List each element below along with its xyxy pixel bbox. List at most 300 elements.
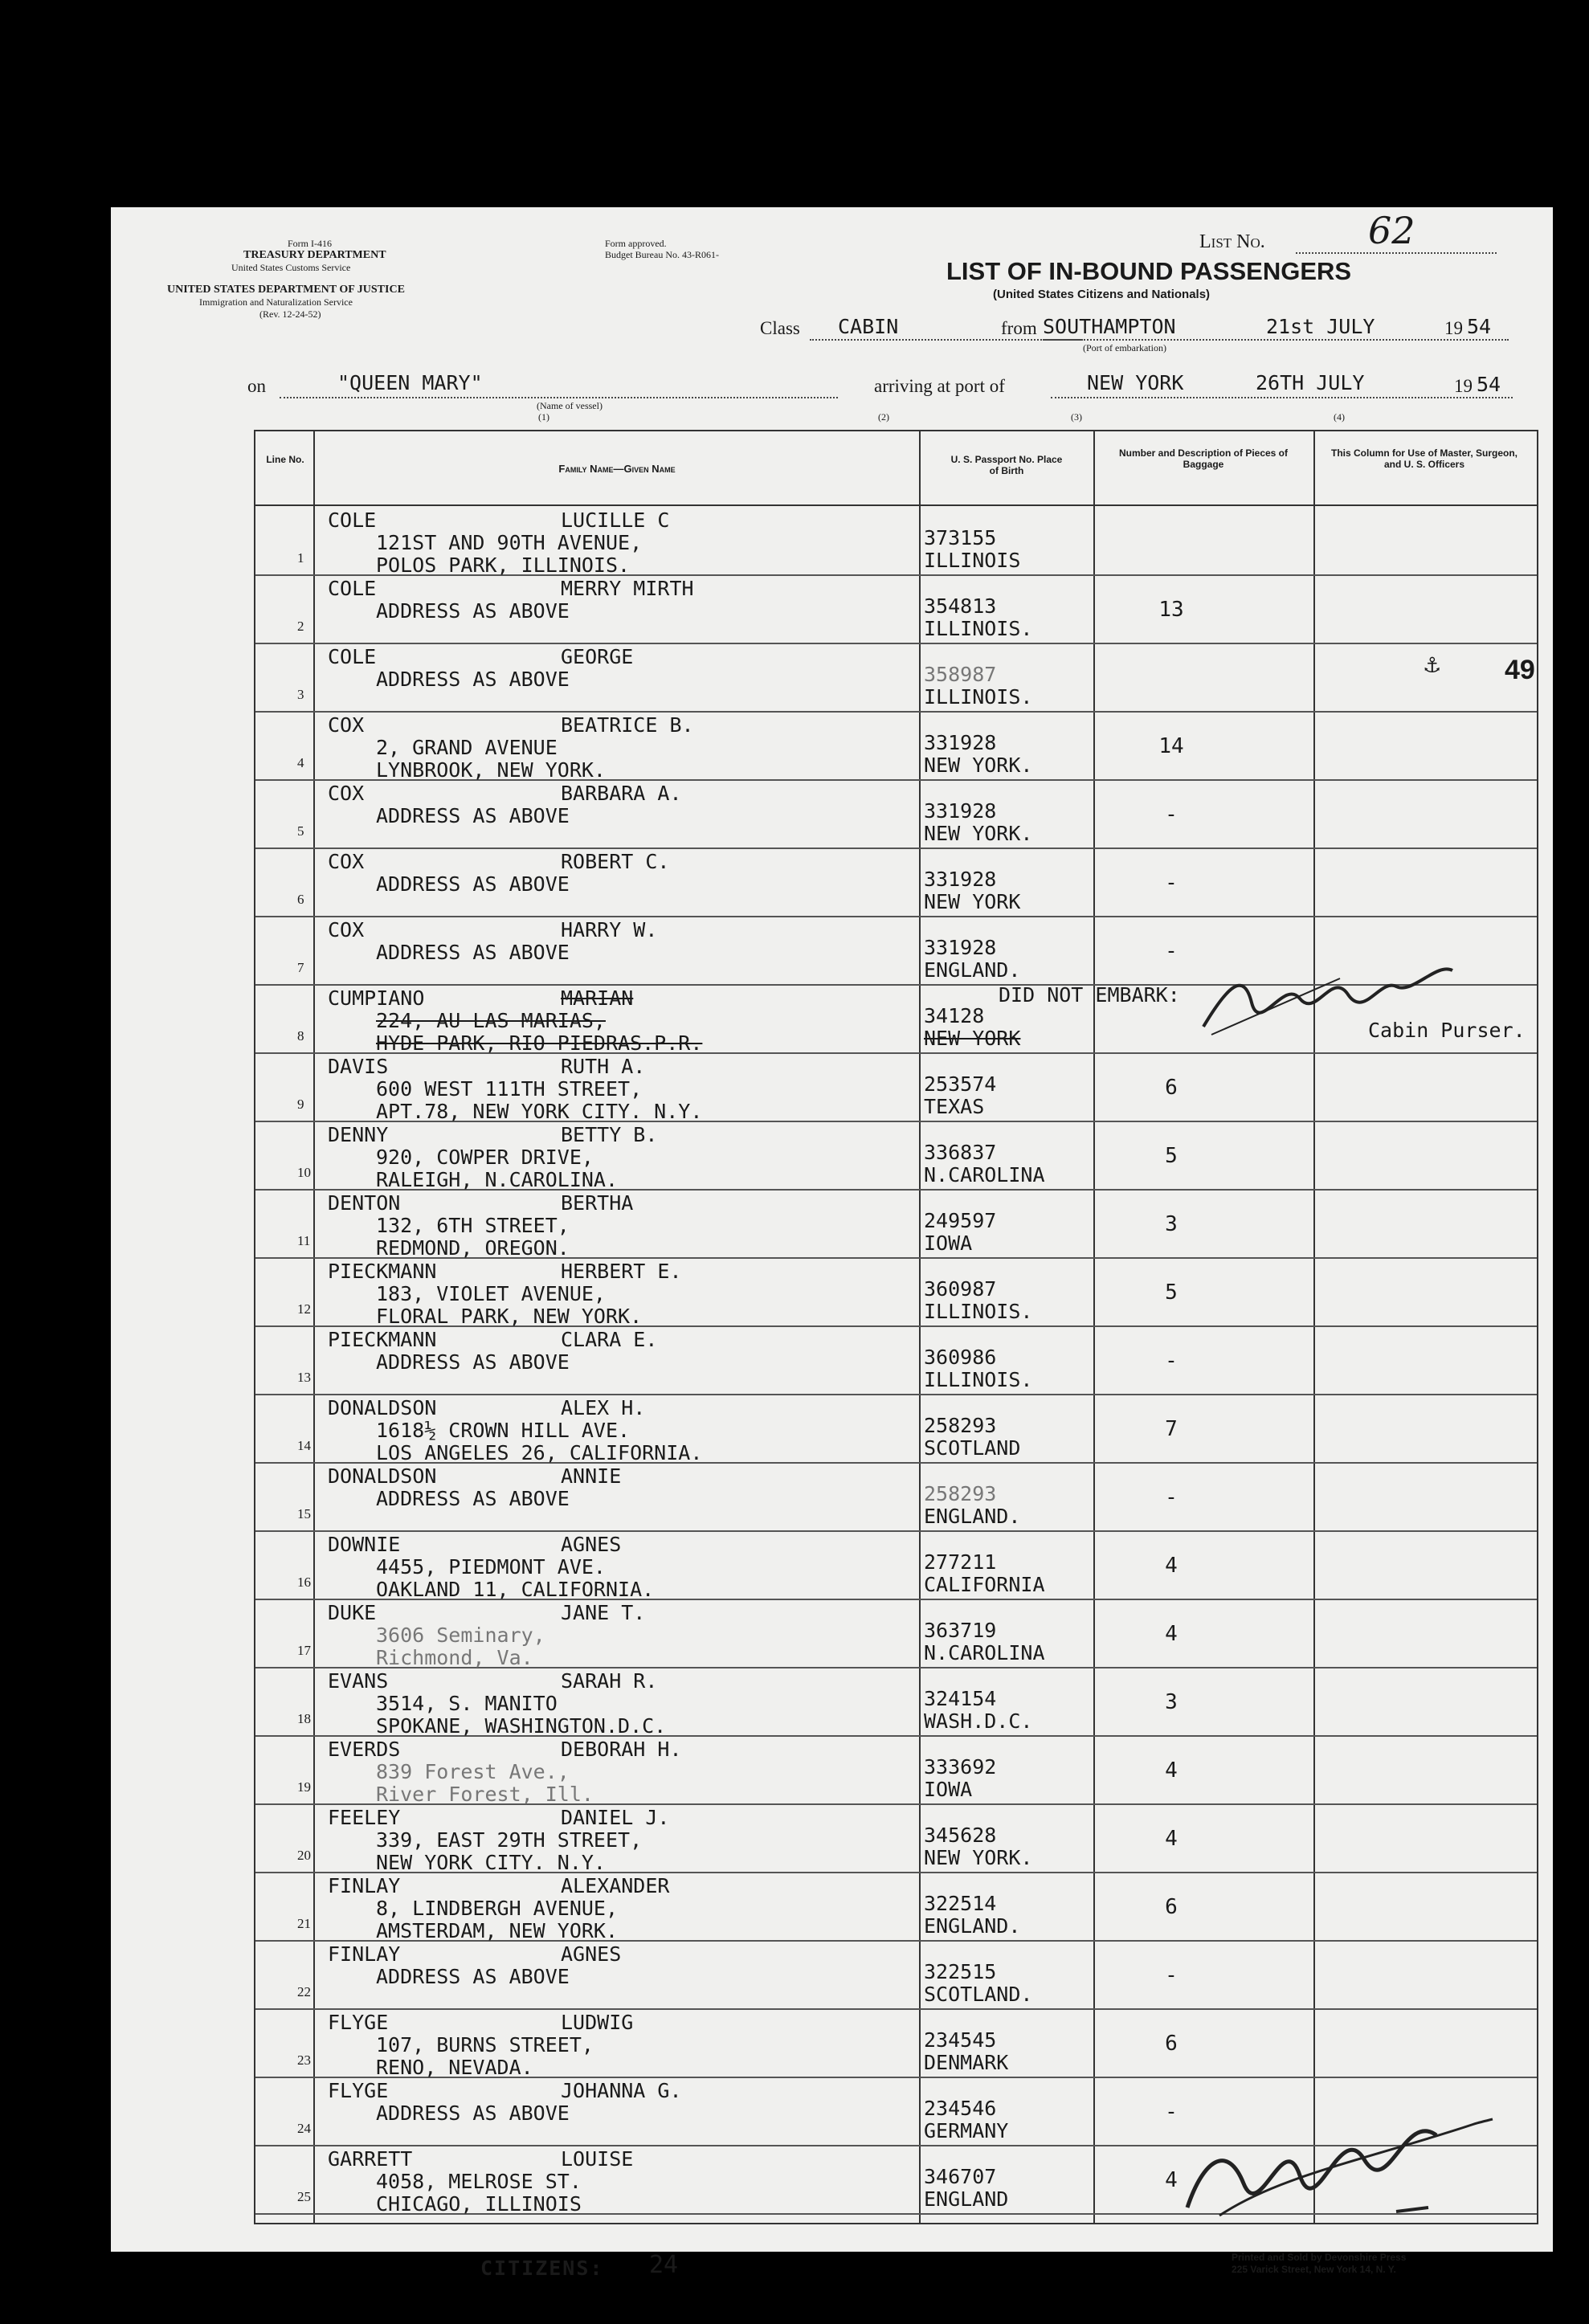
place-of-birth: ENGLAND. xyxy=(924,1914,1021,1938)
table-row xyxy=(255,1599,1537,1668)
place-of-birth: ILLINOIS xyxy=(924,549,1021,572)
table-row xyxy=(255,779,1537,849)
inspector-signature xyxy=(1171,2095,1509,2224)
baggage-count: 6 xyxy=(1165,1076,1178,1100)
from-label: from xyxy=(1001,318,1037,338)
passport-number: 324154 xyxy=(924,1687,997,1710)
family-name: EVERDS xyxy=(328,1738,401,1761)
passenger-name-cell xyxy=(328,1192,882,1260)
form-revision: (Rev. 12-24-52) xyxy=(259,308,321,320)
place-of-birth: SCOTLAND xyxy=(924,1436,1021,1460)
passenger-name-cell xyxy=(328,1738,882,1806)
class-label: Class xyxy=(760,318,800,338)
passport-number: 331928 xyxy=(924,868,997,891)
given-name: HARRY W. xyxy=(561,918,658,941)
baggage-count: - xyxy=(1165,2100,1178,2124)
given-name: ALEX H. xyxy=(561,1396,646,1419)
on-label: on xyxy=(247,376,266,396)
place-of-birth: ILLINOIS. xyxy=(924,617,1033,640)
embark-port: SOUTHAMPTON xyxy=(1043,315,1176,338)
baggage-count: 6 xyxy=(1165,1895,1178,1919)
line-number: 3 xyxy=(297,687,304,702)
address-line-1: ADDRESS AS ABOVE xyxy=(376,668,570,691)
table-row xyxy=(255,1530,1537,1600)
place-of-birth: IOWA xyxy=(924,1231,973,1255)
name-line xyxy=(328,1602,882,1624)
printer-line-2: 225 Varick Street, New York 14, N. Y. xyxy=(1232,2264,1396,2275)
passenger-name-cell xyxy=(328,2148,882,2216)
line-number: 25 xyxy=(297,2189,311,2204)
baggage-count: 3 xyxy=(1165,1212,1178,1236)
family-name: PIECKMANN xyxy=(328,1260,437,1283)
arrival-line xyxy=(1051,397,1513,398)
address-line-2: FLORAL PARK, NEW YORK. xyxy=(376,1305,643,1328)
table-row xyxy=(255,848,1537,917)
passport-number: 322514 xyxy=(924,1892,997,1915)
arrival-port: NEW YORK xyxy=(1087,371,1184,394)
family-name: DENNY xyxy=(328,1123,389,1146)
name-line xyxy=(328,1943,882,1966)
family-name: FEELEY xyxy=(328,1806,401,1829)
col-header-name: Family Name—Given Name xyxy=(558,463,676,475)
passport-number: 346707 xyxy=(924,2165,997,2188)
officer-mark: 49 xyxy=(1505,655,1535,685)
family-name: DAVIS xyxy=(328,1055,389,1078)
table-row xyxy=(255,506,1537,576)
line-number: 12 xyxy=(297,1301,311,1317)
address-line-1: 8, LINDBERGH AVENUE, xyxy=(376,1897,619,1920)
embark-date: 21st JULY xyxy=(1266,315,1375,338)
place-of-birth: NEW YORK. xyxy=(924,822,1033,845)
given-name: JANE T. xyxy=(561,1601,646,1624)
passport-number: 373155 xyxy=(924,526,997,549)
line-number: 5 xyxy=(297,823,304,839)
given-name: ROBERT C. xyxy=(561,850,670,873)
line-number: 13 xyxy=(297,1370,311,1385)
name-line xyxy=(328,646,882,668)
table-row xyxy=(255,1052,1537,1122)
given-name: AGNES xyxy=(561,1942,622,1966)
embark-year: 54 xyxy=(1467,315,1492,338)
given-name: LUDWIG xyxy=(561,2011,634,2034)
line-number: 1 xyxy=(297,550,304,566)
place-of-birth: ILLINOIS. xyxy=(924,685,1033,709)
address-line-2: POLOS PARK, ILLINOIS. xyxy=(376,553,631,577)
col-header-passport: U. S. Passport No. Place of Birth xyxy=(950,454,1063,476)
table-row xyxy=(255,1189,1537,1259)
table-row xyxy=(255,1940,1537,2010)
list-no-line xyxy=(1296,252,1497,254)
name-line xyxy=(328,2148,882,2171)
address-line-2: APT.78, NEW YORK CITY. N.Y. xyxy=(376,1100,703,1123)
given-name: AGNES xyxy=(561,1533,622,1556)
given-name: GEORGE xyxy=(561,645,634,668)
baggage-count: - xyxy=(1165,871,1178,895)
passenger-name-cell xyxy=(328,919,882,964)
name-line xyxy=(328,714,882,737)
line-number: 22 xyxy=(297,1984,311,1999)
place-of-birth: DENMARK xyxy=(924,2051,1009,2074)
given-name: JOHANNA G. xyxy=(561,2079,682,2102)
arriving-label: arriving at port of xyxy=(874,376,1005,396)
address-line-2: LOS ANGELES 26, CALIFORNIA. xyxy=(376,1441,703,1464)
place-of-birth: NEW YORK xyxy=(924,890,1021,913)
passenger-name-cell xyxy=(328,987,882,1055)
passport-number: 322515 xyxy=(924,1960,997,1983)
passport-number: 234545 xyxy=(924,2028,997,2052)
passport-number: 258293 xyxy=(924,1414,997,1437)
given-name: MARIAN xyxy=(561,986,634,1010)
place-of-birth: WASH.D.C. xyxy=(924,1709,1033,1733)
family-name: CUMPIANO xyxy=(328,986,425,1010)
passenger-name-cell xyxy=(328,1602,882,1669)
passenger-name-cell xyxy=(328,1397,882,1464)
table-row xyxy=(255,1667,1537,1737)
family-name: COX xyxy=(328,713,365,737)
name-line xyxy=(328,2012,882,2034)
baggage-count: 13 xyxy=(1158,598,1184,622)
passenger-name-cell xyxy=(328,2080,882,2125)
address-line-2: CHICAGO, ILLINOIS xyxy=(376,2192,582,2216)
passport-number: 360986 xyxy=(924,1346,997,1369)
line-number: 9 xyxy=(297,1097,304,1112)
table-row xyxy=(255,1257,1537,1327)
name-line xyxy=(328,919,882,941)
line-number: 16 xyxy=(297,1575,311,1590)
place-of-birth: GERMANY xyxy=(924,2119,1009,2142)
passport-number: 354813 xyxy=(924,594,997,618)
address-line-1: 107, BURNS STREET, xyxy=(376,2033,594,2056)
table-row xyxy=(255,574,1537,644)
given-name: CLARA E. xyxy=(561,1328,658,1351)
given-name: BEATRICE B. xyxy=(561,713,694,737)
baggage-count: 4 xyxy=(1165,1622,1178,1646)
document-page xyxy=(111,207,1553,2280)
passport-number: 363719 xyxy=(924,1619,997,1642)
passenger-name-cell xyxy=(328,1670,882,1738)
vessel-name: "QUEEN MARY" xyxy=(337,371,483,394)
address-line-2: REDMOND, OREGON. xyxy=(376,1236,570,1260)
name-line xyxy=(328,987,882,1010)
passport-number: 253574 xyxy=(924,1072,997,1096)
line-number: 6 xyxy=(297,892,304,907)
name-line xyxy=(328,851,882,873)
given-name: RUTH A. xyxy=(561,1055,646,1078)
address-line-2: AMSTERDAM, NEW YORK. xyxy=(376,1919,619,1942)
place-of-birth: NEW YORK. xyxy=(924,754,1033,777)
name-line xyxy=(328,1397,882,1419)
line-number: 8 xyxy=(297,1028,304,1044)
port-of-embarkation-note: (Port of embarkation) xyxy=(1083,342,1166,353)
place-of-birth: ILLINOIS. xyxy=(924,1300,1033,1323)
baggage-count: 14 xyxy=(1158,734,1184,758)
table-row xyxy=(255,1121,1537,1191)
address-line-2: Richmond, Va. xyxy=(376,1646,533,1669)
list-no-label: List No. xyxy=(1199,231,1265,252)
address-line-2: RENO, NEVADA. xyxy=(376,2056,533,2079)
family-name: DONALDSON xyxy=(328,1464,437,1488)
name-line xyxy=(328,2080,882,2102)
passport-number: 336837 xyxy=(924,1141,997,1164)
baggage-count: 7 xyxy=(1165,1417,1178,1441)
given-name: LOUISE xyxy=(561,2147,634,2171)
baggage-count: - xyxy=(1165,1485,1178,1509)
address-line-1: 3606 Seminary, xyxy=(376,1624,545,1647)
passport-cell xyxy=(924,1005,1085,1050)
baggage-count: 4 xyxy=(1165,1758,1178,1783)
line-number: 11 xyxy=(297,1233,311,1248)
baggage-count: 5 xyxy=(1165,1144,1178,1168)
table-row xyxy=(255,1394,1537,1464)
line-number: 2 xyxy=(297,619,304,634)
place-of-birth: NEW YORK. xyxy=(924,1846,1033,1869)
baggage-count: 3 xyxy=(1165,1690,1178,1714)
passport-number: 277211 xyxy=(924,1550,997,1574)
address-line-1: ADDRESS AS ABOVE xyxy=(376,941,570,964)
passport-number: 331928 xyxy=(924,799,997,823)
did-not-embark-note: DID NOT EMBARK: xyxy=(999,983,1180,1007)
embark-year-prefix: 19 xyxy=(1444,318,1463,338)
form-approved: Form approved. xyxy=(605,238,667,249)
col-num-4: (4) xyxy=(1334,411,1345,423)
place-of-birth: TEXAS xyxy=(924,1095,985,1118)
purser-note: Cabin Purser. xyxy=(1368,1019,1526,1042)
baggage-count: 6 xyxy=(1165,2032,1178,2056)
col-header-baggage: Number and Description of Pieces of Baggage xyxy=(1118,447,1289,470)
given-name: DEBORAH H. xyxy=(561,1738,682,1761)
class-value: CABIN xyxy=(838,315,899,338)
name-line xyxy=(328,1738,882,1761)
address-line-2: LYNBROOK, NEW YORK. xyxy=(376,758,606,782)
col-num-3: (3) xyxy=(1071,411,1082,423)
address-line-1: 339, EAST 29TH STREET, xyxy=(376,1828,643,1852)
line-number: 14 xyxy=(297,1438,311,1453)
table-row xyxy=(255,1735,1537,1805)
arrival-year-prefix: 19 xyxy=(1454,376,1473,396)
given-name: LUCILLE C xyxy=(561,509,670,532)
table-row xyxy=(255,1462,1537,1532)
address-line-1: ADDRESS AS ABOVE xyxy=(376,1965,570,1988)
line-number: 23 xyxy=(297,2052,311,2068)
passenger-name-cell xyxy=(328,646,882,691)
address-line-1: 183, VIOLET AVENUE, xyxy=(376,1282,606,1305)
given-name: MERRY MIRTH xyxy=(561,577,694,600)
passenger-name-cell xyxy=(328,509,882,577)
vessel-note: (Name of vessel) xyxy=(537,400,603,411)
place-of-birth: ENGLAND xyxy=(924,2187,1009,2211)
given-name: BETTY B. xyxy=(561,1123,658,1146)
col-num-1: (1) xyxy=(538,411,549,423)
family-name: COLE xyxy=(328,509,377,532)
name-line xyxy=(328,1534,882,1556)
line-number: 21 xyxy=(297,1916,311,1931)
table-row xyxy=(255,1872,1537,1942)
name-line xyxy=(328,1260,882,1283)
passport-cell xyxy=(924,527,1085,572)
passenger-name-cell xyxy=(328,1875,882,1942)
col-header-officers: This Column for Use of Master, Surgeon, and U. S. Officers xyxy=(1330,447,1518,470)
table-row xyxy=(255,1325,1537,1395)
baggage-count: 4 xyxy=(1165,2168,1178,2192)
address-line-2: River Forest, Ill. xyxy=(376,1783,594,1806)
place-of-birth: N.CAROLINA xyxy=(924,1641,1045,1664)
place-of-birth: ENGLAND. xyxy=(924,958,1021,982)
address-line-1: 224, AU LAS MARIAS, xyxy=(376,1009,606,1032)
family-name: FLYGE xyxy=(328,2079,389,2102)
passport-number: 331928 xyxy=(924,936,997,959)
line-number: 20 xyxy=(297,1848,311,1863)
place-of-birth: NEW YORK xyxy=(924,1027,1021,1050)
passenger-table xyxy=(254,430,1538,2224)
name-line xyxy=(328,578,882,600)
address-line-1: ADDRESS AS ABOVE xyxy=(376,1487,570,1510)
baggage-count: - xyxy=(1165,1349,1178,1373)
given-name: SARAH R. xyxy=(561,1669,658,1693)
passenger-name-cell xyxy=(328,2012,882,2079)
line-number: 10 xyxy=(297,1165,311,1180)
citizens-count: 24 xyxy=(649,2251,679,2279)
name-line xyxy=(328,1807,882,1829)
passenger-name-cell xyxy=(328,1329,882,1374)
name-line xyxy=(328,1329,882,1351)
justice-dept: UNITED STATES DEPARTMENT OF JUSTICE xyxy=(167,284,405,296)
passenger-name-cell xyxy=(328,714,882,782)
address-line-1: 3514, S. MANITO xyxy=(376,1692,558,1715)
baggage-count: - xyxy=(1165,1963,1178,1987)
place-of-birth: IOWA xyxy=(924,1778,973,1801)
printer-line-1: Printed and Sold by Devonshire Press xyxy=(1232,2252,1407,2263)
address-line-1: ADDRESS AS ABOVE xyxy=(376,872,570,896)
place-of-birth: CALIFORNIA xyxy=(924,1573,1045,1596)
baggage-count: 4 xyxy=(1165,1554,1178,1578)
form-number: Form I-416 xyxy=(288,238,332,249)
purser-signature xyxy=(1179,954,1485,1043)
class-line xyxy=(810,339,1083,341)
address-line-1: 839 Forest Ave., xyxy=(376,1760,570,1783)
from-line xyxy=(1043,339,1509,341)
passport-number: 249597 xyxy=(924,1209,997,1232)
given-name: HERBERT E. xyxy=(561,1260,682,1283)
family-name: DUKE xyxy=(328,1601,377,1624)
family-name: COLE xyxy=(328,645,377,668)
name-line xyxy=(328,1465,882,1488)
passport-number: 358987 xyxy=(924,663,997,686)
family-name: DONALDSON xyxy=(328,1396,437,1419)
passenger-name-cell xyxy=(328,1465,882,1510)
address-line-2: OAKLAND 11, CALIFORNIA. xyxy=(376,1578,655,1601)
family-name: DENTON xyxy=(328,1191,401,1215)
baggage-count: - xyxy=(1165,803,1178,827)
name-line xyxy=(328,1670,882,1693)
family-name: EVANS xyxy=(328,1669,389,1693)
name-line xyxy=(328,1056,882,1078)
table-row xyxy=(255,2008,1537,2078)
line-number: 19 xyxy=(297,1779,311,1795)
address-line-1: ADDRESS AS ABOVE xyxy=(376,2101,570,2125)
family-name: FINLAY xyxy=(328,1942,401,1966)
line-number: 17 xyxy=(297,1643,311,1658)
name-line xyxy=(328,1192,882,1215)
table-row xyxy=(255,711,1537,781)
col-num-2: (2) xyxy=(878,411,889,423)
family-name: DOWNIE xyxy=(328,1533,401,1556)
family-name: COX xyxy=(328,850,365,873)
passenger-name-cell xyxy=(328,1124,882,1191)
given-name: BARBARA A. xyxy=(561,782,682,805)
place-of-birth: N.CAROLINA xyxy=(924,1163,1045,1187)
line-number: 18 xyxy=(297,1711,311,1726)
place-of-birth: ENGLAND. xyxy=(924,1505,1021,1528)
passenger-name-cell xyxy=(328,782,882,827)
passport-cell xyxy=(924,664,1085,709)
page-subtitle: (United States Citizens and Nationals) xyxy=(993,288,1211,301)
arrival-date: 26TH JULY xyxy=(1256,371,1365,394)
col-header-line-no: Line No. xyxy=(266,454,304,465)
family-name: GARRETT xyxy=(328,2147,413,2171)
arrival-year: 54 xyxy=(1477,373,1501,396)
line-number: 24 xyxy=(297,2121,311,2136)
family-name: COLE xyxy=(328,577,377,600)
passenger-name-cell xyxy=(328,1807,882,1874)
line-number: 4 xyxy=(297,755,304,770)
baggage-count: 4 xyxy=(1165,1827,1178,1851)
treasury-dept: TREASURY DEPARTMENT xyxy=(243,249,386,261)
name-line xyxy=(328,509,882,532)
address-line-1: 132, 6TH STREET, xyxy=(376,1214,570,1237)
table-row xyxy=(255,1803,1537,1873)
address-line-1: 4455, PIEDMONT AVE. xyxy=(376,1555,606,1579)
given-name: ANNIE xyxy=(561,1464,622,1488)
place-of-birth: ILLINOIS. xyxy=(924,1368,1033,1391)
family-name: FINLAY xyxy=(328,1874,401,1897)
immigration-service: Immigration and Naturalization Service xyxy=(199,296,353,308)
page-title: LIST OF IN-BOUND PASSENGERS xyxy=(946,257,1352,285)
address-line-1: 1618½ CROWN HILL AVE. xyxy=(376,1419,631,1442)
address-line-2: SPOKANE, WASHINGTON.D.C. xyxy=(376,1714,667,1738)
passport-number: 360987 xyxy=(924,1277,997,1301)
address-line-1: 4058, MELROSE ST. xyxy=(376,2170,582,2193)
check-mark-icon: ⚓ xyxy=(1424,648,1440,679)
citizens-label: CITIZENS: xyxy=(480,2257,604,2280)
name-line xyxy=(328,1124,882,1146)
address-line-2: HYDE PARK, RIO PIEDRAS.P.R. xyxy=(376,1031,703,1055)
passenger-name-cell xyxy=(328,1056,882,1123)
passenger-name-cell xyxy=(328,851,882,896)
passenger-name-cell xyxy=(328,1260,882,1328)
family-name: COX xyxy=(328,782,365,805)
address-line-1: 920, COWPER DRIVE, xyxy=(376,1146,594,1169)
given-name: DANIEL J. xyxy=(561,1806,670,1829)
family-name: COX xyxy=(328,918,365,941)
address-line-1: ADDRESS AS ABOVE xyxy=(376,599,570,623)
address-line-1: 2, GRAND AVENUE xyxy=(376,736,558,759)
passport-number: 331928 xyxy=(924,731,997,754)
passenger-name-cell xyxy=(328,1534,882,1601)
address-line-1: ADDRESS AS ABOVE xyxy=(376,804,570,827)
budget-bureau: Budget Bureau No. 43-R061- xyxy=(605,249,719,260)
place-of-birth: SCOTLAND. xyxy=(924,1983,1033,2006)
family-name: FLYGE xyxy=(328,2011,389,2034)
family-name: PIECKMANN xyxy=(328,1328,437,1351)
line-number: 15 xyxy=(297,1506,311,1521)
customs-service: United States Customs Service xyxy=(231,262,351,273)
name-line xyxy=(328,782,882,805)
table-row xyxy=(255,643,1537,713)
passport-number: 333692 xyxy=(924,1755,997,1779)
passport-number: 234546 xyxy=(924,2097,997,2120)
passenger-name-cell xyxy=(328,578,882,623)
line-number: 7 xyxy=(297,960,304,975)
